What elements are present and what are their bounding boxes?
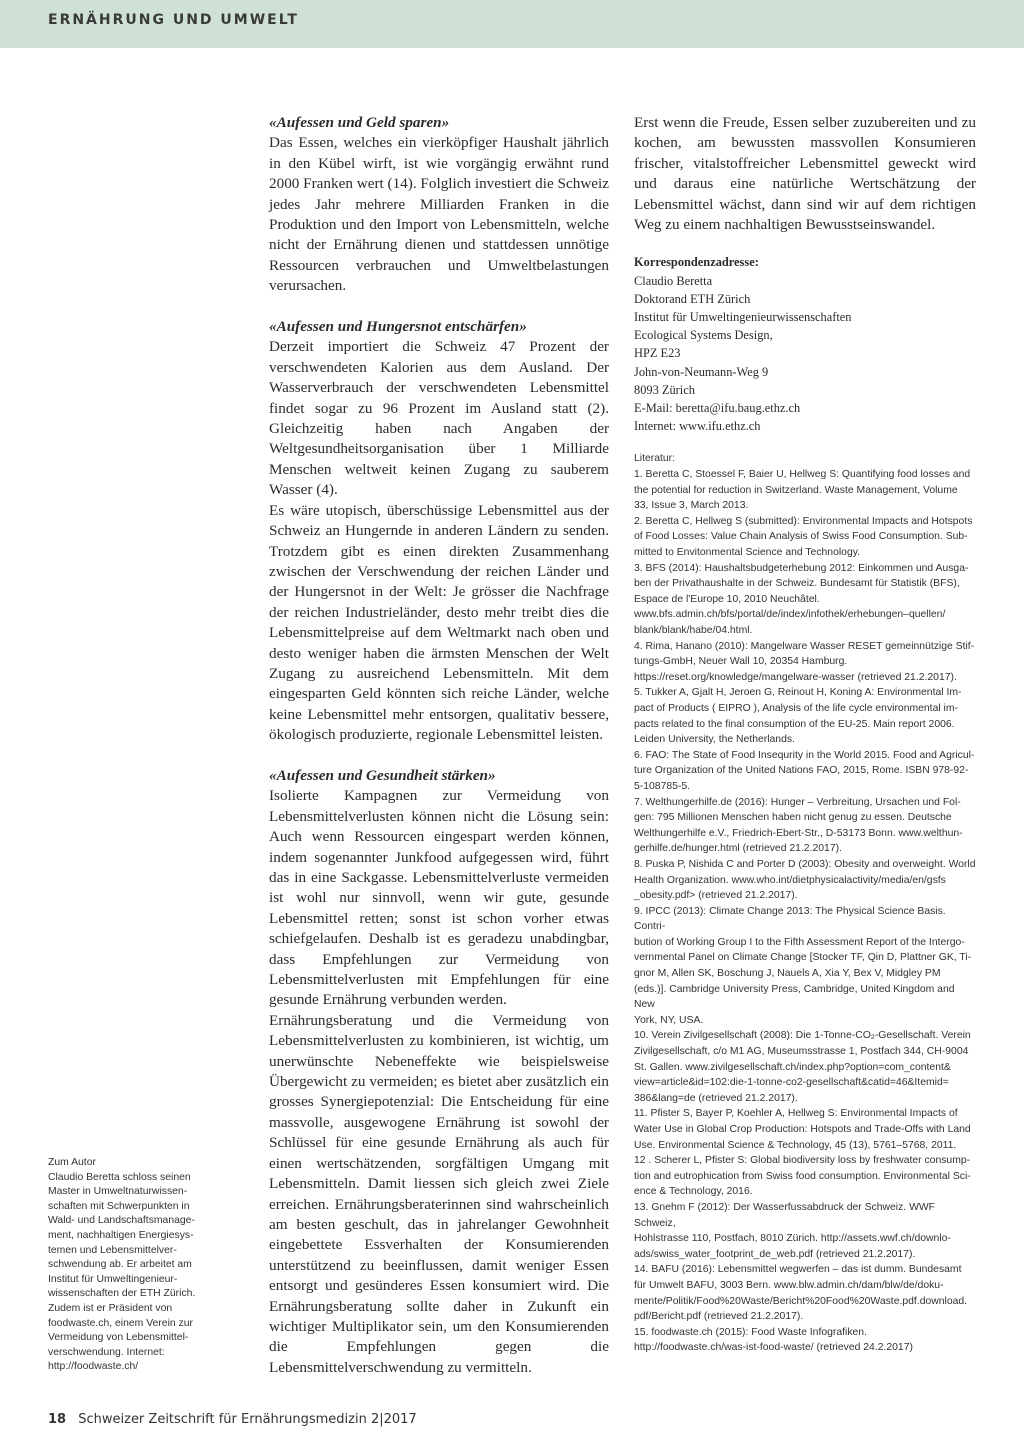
reference-item: 1. Beretta C, Stoessel F, Baier U, Hellweg S: Quantifying food losses and the potential for reduction in Switzerland. Waste Management, Volume 33, Issue 3, March 2013. — [634, 469, 971, 512]
article-paragraph: Es wäre utopisch, überschüssige Lebensmittel aus der Schweiz an Hungernde in anderen Ländern zu senden. Trotzdem gibt es einen direkten Zusammenhang zwischen der Verschwendung der reichen Länder und der Hungersnot in der Welt: Je grösser die Nachfrage der reichen Industrieländer, desto mehr treibt dies die Lebensmittelpreise auf dem Weltmarkt nach oben und desto weniger haben die ärmsten Menschen der Welt Zugang zu ausreichend Lebensmitteln. Mit dem eingesparten Geld könnten sich reiche Länder, welche keine Lebensmittel mehr entsorgen, qualitativ bessere, ökologisch produzierte, regionale Lebensmittel leisten. — [269, 501, 609, 744]
literature-list — [634, 451, 976, 1355]
reference-item: 7. Welthungerhilfe.de (2016): Hunger – Verbreitung, Ursachen und Fol- gen: 795 Millionen Menschen haben nicht genug zu essen. Deutsche Welthungerhilfe e.V., Friedrich-Ebert-Str., D-53173 Bonn. www.welthun- gerhilfe.de/hunger.html (retrieved 21.2.2017). — [634, 796, 963, 855]
address-line: 8093 Zürich — [634, 382, 695, 397]
section-subheading: «Aufessen und Gesundheit stärken» — [269, 766, 496, 784]
section-header-band — [0, 0, 1024, 48]
reference-item: 3. BFS (2014): Haushaltsbudgeterhebung 2012: Einkommen und Ausga- ben der Privathaushalte in der Schweiz. Bundesamt für Statistik (BFS), Espace de l'Europe 10, 2010 Neuchâtel. www.bfs.admin.ch/bfs/portal/de/index/infothek/erhebungen–quellen/ blank/blank/habe/04.html. — [634, 562, 969, 636]
article-paragraph: Isolierte Kampagnen zur Vermeidung von Lebensmittelverlusten können nicht die Lösung sein: Auch wenn Ressourcen eingespart werden können, indem sogenannter Junkfood aufgegessen wird, führt das in eine Sackgasse. Lebensmittelverluste vermeiden ist wohl nur sinnvoll, wenn wir gute, gesunde Lebensmittel retten; sonst ist schon vorher etwas schiefgelaufen. Deshalb ist es geradezu unabdingbar, dass Empfehlungen zur Vermeidung von Lebensmittelverlusten mit Empfehlungen für eine gesunde Ernährung verbunden werden. — [269, 787, 609, 1009]
article-section — [269, 317, 609, 746]
reference-item: 9. IPCC (2013): Climate Change 2013: The Physical Science Basis. Contri- bution of Working Group I to the Fifth Assessment Report of the Intergo- vernmental Panel on Climate Change [Stocker TF, Qin D, Plattner GK, Ti- gnor M, Allen SK, Boschung J, Nauels A, Xia Y, Bex V, Midgley PM (eds.)]. Cambridge University Press, Cambridge, United Kingdom and New York, NY, USA. — [634, 905, 972, 1026]
closing-paragraph: Erst wenn die Freude, Essen selber zuzubereiten und zu kochen, am bewussten massvollen Konsumieren frischer, vitalstoffreicher Lebensmittel geweckt wird und daraus eine natürliche Wertschätzung der Lebensmittel wächst, dann sind wir auf dem richtigen Weg zu einem nachhaltigen Bewusstseinswandel. — [634, 114, 976, 234]
address-line: Doktorand ETH Zürich — [634, 291, 751, 306]
website-line: Internet: www.ifu.ethz.ch — [634, 419, 761, 434]
correspondence-heading: Korrespondenzadresse: — [634, 255, 759, 270]
article-section — [269, 766, 609, 1378]
author-bio — [48, 1156, 208, 1375]
reference-item: 10. Verein Zivilgesellschaft (2008): Die 1-Tonne-CO₂-Gesellschaft. Verein Zivilgesellschaft, c/o M1 AG, Museumsstrasse 1, Postfach 344, CH-9004 St. Gallen. www.zivilgesellschaft.ch/index.php?option=com_content& view=article&id=102:die-1-tonne-co2-gesellschaft&catid=46&Itemid= 386&lang=de (retrieved 21.2.2017). — [634, 1030, 971, 1104]
reference-item: 5. Tukker A, Gjalt H, Jeroen G, Reinout H, Koning A: Environmental Im- pact of Products ( EIPRO ), Analysis of the life cycle environmental im- pacts related to the final consumption of the EU-25. Main report 2006. Leiden University, the Netherlands. — [634, 687, 962, 746]
reference-item: 6. FAO: The State of Food Insequrity in the World 2015. Food and Agricul- ture Organization of the United Nations FAO, 2015, Rome. ISBN 978-92- 5-108785-5. — [634, 749, 975, 792]
address-line: John-von-Neumann-Weg 9 — [634, 364, 769, 379]
email-line: E-Mail: beretta@ifu.baug.ethz.ch — [634, 401, 801, 416]
reference-item: 14. BAFU (2016): Lebensmittel wegwerfen – das ist dumm. Bundesamt für Umwelt BAFU, 3003 Bern. www.blw.admin.ch/dam/blw/de/doku- mente/Politik/Food%20Waste/Bericht%20Food%20Waste.pdf.download. pdf/Bericht.pdf (retrieved 21.2.2017). — [634, 1264, 968, 1323]
section-subheading: «Aufessen und Geld sparen» — [269, 114, 450, 131]
reference-item: 13. Gnehm F (2012): Der Wasserfussabdruck der Schweiz. WWF Schweiz, Hohlstrasse 110, Postfach, 8010 Zürich. http://assets.wwf.ch/downlo- ads/swiss_water_footprint_de_web.pdf (retrieved 21.2.2017). — [634, 1201, 951, 1260]
section-subheading: «Aufessen und Hungersnot entschärfen» — [269, 318, 527, 336]
literature-heading: Literatur: — [634, 453, 676, 465]
reference-item: 2. Beretta C, Hellweg S (submitted): Environmental Impacts and Hotspots of Food Losses: Value Chain Analysis of Swiss Food Consumption. Sub- mitted to Envitonmental Science and Technology. — [634, 515, 973, 559]
section-title: ERNÄHRUNG UND UMWELT — [48, 12, 299, 28]
right-column — [634, 113, 976, 1356]
main-article-column — [269, 113, 609, 1399]
author-bio-heading: Zum Autor — [48, 1157, 96, 1168]
reference-item: 15. foodwaste.ch (2015): Food Waste Infografiken. http://foodwaste.ch/was-ist-food-waste/ (retrieved 24.2.2017) — [634, 1326, 913, 1354]
journal-title: Schweizer Zeitschrift für Ernährungsmedizin 2|2017 — [78, 1412, 417, 1427]
article-section — [269, 113, 609, 297]
reference-item: 11. Pfister S, Bayer P, Koehler A, Hellweg S: Environmental Impacts of Water Use in Global Crop Production: Hotspots and Trade-Offs with Land Use. Environmental Science & Technology, 45 (13), 5761–5768, 2011. — [634, 1108, 971, 1151]
reference-item: 12 . Scherer L, Pfister S: Global biodiversity loss by freshwater consump- tion and eutrophication from Swiss food consumption. Environmental Sci- ence & Technology, 2016. — [634, 1155, 971, 1198]
author-bio-text: Claudio Beretta schloss seinen Master in Umweltnaturwissen- schaften mit Schwerpunkten in Wald- und Landschaftsmanage- ment, nachhaltigen Energiesys- temen und Lebensmittelver- schwendung ab. Er arbeitet am Institut für Umweltingenieur- wissenschaften der ETH Zürich. Zudem ist er Präsident von foodwaste.ch, einem Verein zur Vermeidung von Lebensmittel- verschwendung. Internet: http://foodwaste.ch/ — [48, 1171, 196, 1373]
article-paragraph: Das Essen, welches ein vierköpfiger Haushalt jährlich in den Kübel wirft, ist wie vorgängig erwähnt rund 2000 Franken wert (14). Folglich investiert die Schweiz jedes Jahr mehrere Milliarden Franken in die Produktion und den Import von Lebensmitteln, welche nicht der Ernährung dienen und stattdessen unnötige Ressourcen verbrauchen und Umweltbelastungen verursachen. — [269, 134, 609, 295]
address-line: HPZ E23 — [634, 346, 681, 361]
article-paragraph: Ernährungsberatung und die Vermeidung von Lebensmittelverlusten zu kombinieren, ist wichtig, um unerwünschte Nebeneffekte wie beispielsweise Übergewicht zu vermeiden; es bietet aber zusätzlich ein grosses Synergiepotenzial: Die Entscheidung für eine massvolle, ausgewogene Ernährung ist sowohl der Schlüssel für eine gesunde Ernährung als auch für einen wertschätzenden, sorgfältigen Umgang mit Lebensmitteln. Damit liessen sich gleich zwei Ziele erreichen. Ernährungsberaterinnen sind wahrscheinlich am besten geschult, das in jahrelanger Gewohnheit eingebettete Essverhalten der Konsumierenden unterstützend zu beeinflussen, damit weniger Essen entsorgt und gesünderes Essen konsumiert wird. Die Ernährungsberatung sollte daher in Zukunft ein wichtiger Multiplikator sein, um den Konsumierenden die Empfehlungen gegen die Lebensmittelverschwendung zu vermitteln. — [269, 1011, 609, 1376]
address-line: Institut für Umweltingenieurwissenschaften — [634, 310, 852, 325]
address-line: Claudio Beretta — [634, 273, 713, 288]
page-number: 18 — [48, 1412, 67, 1427]
article-paragraph: Derzeit importiert die Schweiz 47 Prozent der verschwendeten Kalorien aus dem Ausland. Der Wasserverbrauch der verschwendeten Lebensmittel findet sogar zu 96 Prozent im Ausland statt (2). Gleichzeitig haben nach Angaben der Weltgesundheitsorganisation über 1 Milliarde Menschen weltweit keinen Zugang zu sauberem Wasser (4). — [269, 338, 609, 499]
correspondence-address — [634, 253, 976, 435]
page-footer — [48, 1412, 417, 1427]
address-line: Ecological Systems Design, — [634, 328, 773, 343]
reference-item: 8. Puska P, Nishida C and Porter D (2003): Obesity and overweight. World Health Organization. www.who.int/dietphysicalactivity/media/en/gsfs _obesity.pdf> (retrieved 21.2.2017). — [634, 858, 976, 902]
reference-item: 4. Rima, Hanano (2010): Mangelware Wasser RESET gemeinnützige Stif- tungs-GmbH, Neuer Wall 10, 20354 Hamburg. https://reset.org/knowledge/mangelware-wasser (retrieved 21.2.2017). — [634, 640, 975, 683]
